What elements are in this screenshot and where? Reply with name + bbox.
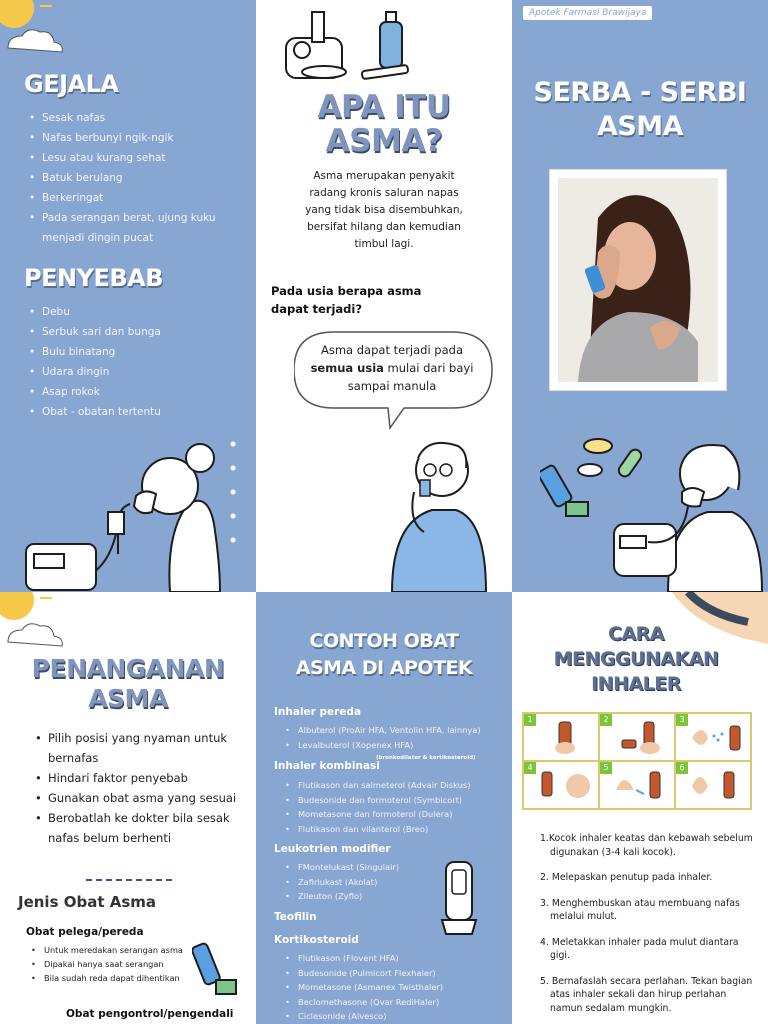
nebulizer-icon <box>282 8 352 84</box>
woman-with-mask-icon <box>608 440 764 592</box>
cara-inhaler-title <box>512 622 760 697</box>
contoh-obat-title <box>256 628 512 682</box>
list-item: • Mometasone (Asmanex Twisthaler) <box>282 980 508 995</box>
definition-text: Asma merupakan penyakit radang kronis saluran napas yang tidak bisa disembuhkan, bersifat hilang dan kemudian timbul lagi. <box>305 170 463 250</box>
section-title: Inhaler pereda <box>274 706 362 718</box>
step-text: 2. Melepaskan penutup pada inhaler. <box>540 872 713 883</box>
step-cell <box>675 713 751 761</box>
answer-bold: semua usia <box>310 361 384 375</box>
title-line: INHALER <box>591 673 681 695</box>
gejala-list <box>26 108 232 248</box>
hold-breath-icon <box>686 766 746 806</box>
step-cell <box>675 761 751 809</box>
step-text: 5. Bernafaslah secara perlahan. Tekan bagian atas inhaler sekali dan hirup perlahan namun sedalam mungkin. <box>540 975 753 1014</box>
list-item: • Zafirlukast (Akolat) <box>282 875 452 890</box>
step-number: 3 <box>676 714 688 726</box>
spray-bottle-icon <box>360 10 420 80</box>
step-cell <box>599 713 675 761</box>
press-inhale-icon <box>610 766 670 806</box>
title-line: ASMA <box>596 111 684 142</box>
list-item: • Budesonide (Pulmicort Flexhaler) <box>282 966 508 981</box>
man-with-inhaler-icon <box>384 436 494 592</box>
list-item: • Flutikason (Flovent HFA) <box>282 951 508 966</box>
cover-photo <box>550 170 726 390</box>
title-line: CARA <box>608 623 664 645</box>
list-item: • FMontelukast (Singulair) <box>282 860 452 875</box>
list-item: • Berkeringat <box>26 188 232 208</box>
list-item: • Lesu atau kurang sehat <box>26 148 232 168</box>
list-item: • Gunakan obat asma yang sesuai <box>32 788 242 808</box>
step-cell <box>523 713 599 761</box>
list-item: • Udara dingin <box>26 362 232 382</box>
exhale-icon <box>690 718 746 758</box>
list-item: • Flutikason dan salmeterol (Advair Diskus) <box>282 778 508 793</box>
jenis-obat-title: Jenis Obat Asma <box>18 893 157 911</box>
list-item: • Flutikason dan vilanterol (Breo) <box>282 822 508 837</box>
section-note: (bronkodilator & kortikosteroid) <box>376 755 476 761</box>
pelega-title: Obat pelega/pereda <box>26 926 144 938</box>
list-item: • Levalbuterol (Xopenex HFA) <box>282 738 508 753</box>
section-list <box>282 723 508 752</box>
section-title: Teofilin <box>274 911 317 923</box>
panel-gejala-penyebab <box>0 0 256 592</box>
list-item: • Beclomethasone (Qvar RediHaler) <box>282 995 508 1010</box>
list-item: • Asap rokok <box>26 382 232 402</box>
section-title: Inhaler kombinasi <box>274 760 380 772</box>
panel-contoh-obat <box>256 592 512 1024</box>
section-title: Kortikosteroid <box>274 934 359 946</box>
list-item: • Budesonide dan formoterol (Symbicort) <box>282 793 508 808</box>
list-item: • Untuk meredakan serangan asma <box>28 943 198 957</box>
list-item: • Albuterol (ProAir HFA, Ventolin HFA, lainnya) <box>282 723 508 738</box>
step-number: 4 <box>524 762 536 774</box>
section-title: Leukotrien modifier <box>274 843 391 855</box>
woman-using-inhaler-photo <box>558 178 718 382</box>
list-item: • Dipakai hanya saat serangan <box>28 957 198 971</box>
inhaler-device-icon <box>436 860 484 936</box>
section-list <box>282 778 508 836</box>
panel-cover <box>512 0 768 592</box>
title-line: CONTOH OBAT <box>309 630 459 652</box>
title-line: MENGGUNAKAN <box>553 648 719 670</box>
pelega-list <box>28 943 198 985</box>
list-item: • Serbuk sari dan bunga <box>26 322 232 342</box>
list-item: • Debu <box>26 302 232 322</box>
serba-serbi-title <box>512 76 768 144</box>
list-item: • Batuk berulang <box>26 168 232 188</box>
list-item: • Ciclesonide (Alvesco) <box>282 1009 508 1024</box>
step-cell <box>523 761 599 809</box>
divider <box>86 879 172 881</box>
list-item: • Pada serangan berat, ujung kuku menjadi dingin pucat <box>26 208 232 248</box>
step-text: 1.Kocok inhaler keatas dan kebawah sebelum digunakan (3-4 kali kocok). <box>540 833 753 858</box>
title-line: PENANGANAN <box>31 654 225 683</box>
list-item: • Bulu binatang <box>26 342 232 362</box>
remove-cap-icon <box>614 718 670 758</box>
title-line: ASMA <box>88 684 168 713</box>
question-text: Pada usia berapa asma dapat terjadi? <box>271 284 422 316</box>
answer-text <box>304 341 480 395</box>
title-line: ASMA DI APOTEK <box>295 657 473 679</box>
list-item: • Zileuton (Zyflo) <box>282 889 452 904</box>
shake-inhaler-icon <box>550 718 580 758</box>
patient-nebulizer-illustration <box>20 436 250 592</box>
title-line: SERBA - SERBI <box>533 77 747 108</box>
inhaler-icon <box>192 940 242 1000</box>
list-item: • Nafas berbunyi ngik-ngik <box>26 128 232 148</box>
section-list <box>282 860 452 904</box>
title-line: ASMA? <box>325 123 443 159</box>
panel-apa-itu-asma <box>256 0 512 592</box>
answer-part: Asma dapat terjadi pada <box>320 343 464 357</box>
panel-penanganan <box>0 592 256 1024</box>
answer-part: mulai dari bayi sampai manula <box>347 361 474 393</box>
list-item: • Obat - obatan tertentu <box>26 402 232 422</box>
penanganan-list <box>32 728 242 848</box>
step-number: 2 <box>600 714 612 726</box>
step-text: 4. Meletakkan inhaler pada mulut diantara gigi. <box>540 936 739 961</box>
list-item: • Sesak nafas <box>26 108 232 128</box>
steps-grid <box>522 712 752 810</box>
sun-cloud-icon <box>0 0 70 60</box>
apotek-badge: Apotek Farmasi Brawijaya <box>523 6 652 20</box>
gejala-title: GEJALA <box>24 70 119 98</box>
penyebab-title: PENYEBAB <box>24 264 164 292</box>
step-number: 5 <box>600 762 612 774</box>
step-text: 3. Menghembuskan atau membuang nafas melalui mulut. <box>540 897 740 922</box>
list-item: • Hindari faktor penyebab <box>32 768 242 788</box>
step-number: 1 <box>524 714 536 726</box>
list-item: • Berobatlah ke dokter bila sesak nafas belum berhenti <box>32 808 242 848</box>
step-cell <box>599 761 675 809</box>
title-line: APA ITU <box>317 89 451 125</box>
steps-list <box>540 832 754 1015</box>
place-inhaler-icon <box>534 766 594 806</box>
list-item: • Bila sudah reda dapat dihentikan <box>28 971 198 985</box>
penanganan-title <box>0 654 256 714</box>
penyebab-list <box>26 302 232 422</box>
sun-cloud-icon <box>0 592 70 652</box>
list-item: • Mometasone dan formoterol (Dulera) <box>282 807 508 822</box>
panel-cara-inhaler <box>512 592 768 1024</box>
step-number: 6 <box>676 762 688 774</box>
section-list <box>282 951 508 1024</box>
inhaler-icon <box>540 462 596 522</box>
list-item: • Pilih posisi yang nyaman untuk bernafas <box>32 728 242 768</box>
apa-itu-asma-title <box>256 90 512 158</box>
pengontrol-title: Obat pengontrol/pengendali <box>66 1008 234 1020</box>
